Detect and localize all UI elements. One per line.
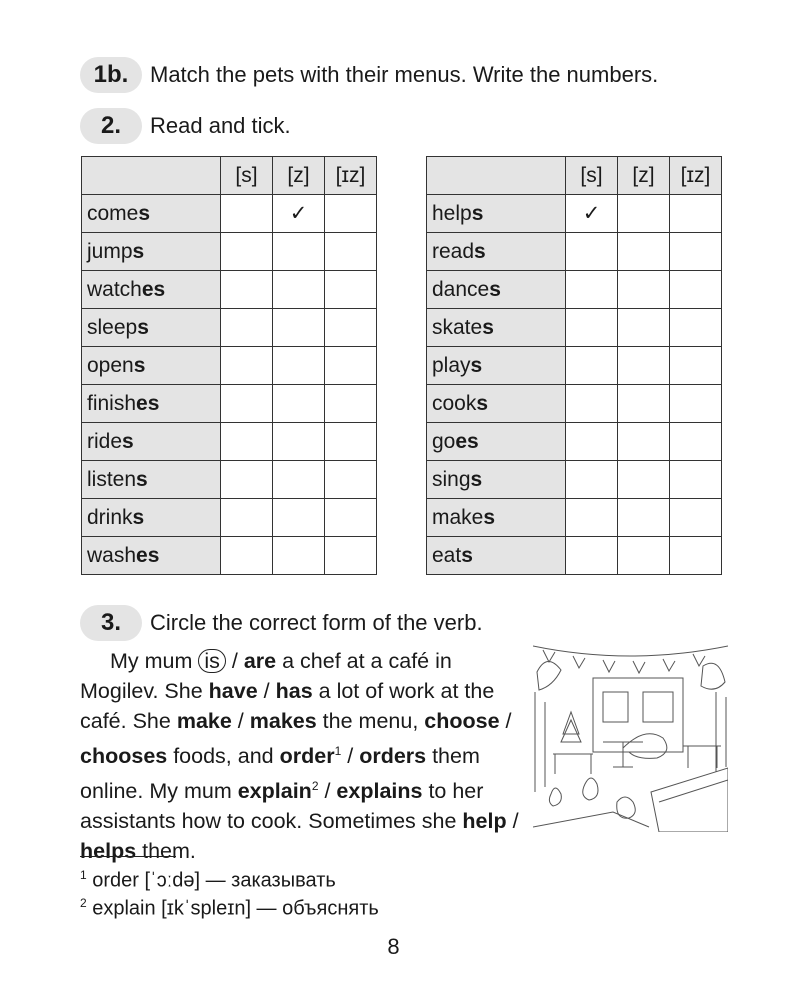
answer-cell[interactable] <box>566 423 618 461</box>
answer-cell[interactable] <box>618 309 670 347</box>
check-mark-icon: ✓ <box>582 202 601 225</box>
answer-cell[interactable] <box>273 271 325 309</box>
table-row <box>82 347 377 385</box>
table-row <box>82 499 377 537</box>
answer-cell[interactable] <box>325 271 377 309</box>
answer-cell[interactable] <box>670 423 722 461</box>
answer-cell[interactable] <box>566 499 618 537</box>
answer-cell[interactable] <box>670 499 722 537</box>
task-1b <box>80 57 658 93</box>
table-row <box>82 385 377 423</box>
answer-cell[interactable] <box>273 233 325 271</box>
answer-cell[interactable] <box>325 347 377 385</box>
word-cell: sings <box>427 461 566 499</box>
answer-cell[interactable] <box>618 347 670 385</box>
word-cell: finishes <box>82 385 221 423</box>
word-cell: washes <box>82 537 221 575</box>
answer-cell[interactable] <box>221 271 273 309</box>
answer-cell[interactable] <box>566 461 618 499</box>
circled-answer: is <box>198 649 226 673</box>
word-cell: helps <box>427 195 566 233</box>
answer-cell[interactable] <box>273 537 325 575</box>
header-iz: [ɪz] <box>670 157 722 195</box>
word-cell: goes <box>427 423 566 461</box>
table-row <box>82 195 377 233</box>
answer-cell[interactable] <box>566 195 618 233</box>
answer-cell[interactable] <box>221 195 273 233</box>
answer-cell[interactable] <box>566 309 618 347</box>
answer-cell[interactable] <box>221 233 273 271</box>
answer-cell[interactable] <box>273 499 325 537</box>
answer-cell[interactable] <box>618 499 670 537</box>
header-z: [z] <box>618 157 670 195</box>
answer-cell[interactable] <box>325 423 377 461</box>
answer-cell[interactable] <box>618 461 670 499</box>
task-3 <box>80 605 483 641</box>
table-row <box>427 537 722 575</box>
answer-cell[interactable] <box>221 423 273 461</box>
check-mark-icon: ✓ <box>289 202 308 225</box>
table-row <box>427 195 722 233</box>
word-cell: watches <box>82 271 221 309</box>
table-row <box>82 233 377 271</box>
answer-cell[interactable] <box>325 385 377 423</box>
answer-cell[interactable] <box>325 499 377 537</box>
answer-cell[interactable] <box>670 195 722 233</box>
answer-cell[interactable] <box>670 461 722 499</box>
answer-cell[interactable] <box>566 347 618 385</box>
answer-cell[interactable] <box>670 347 722 385</box>
footnote-divider <box>80 856 176 857</box>
answer-cell[interactable] <box>618 271 670 309</box>
answer-cell[interactable] <box>618 423 670 461</box>
word-cell: comes <box>82 195 221 233</box>
table-row <box>82 309 377 347</box>
answer-cell[interactable] <box>221 385 273 423</box>
word-cell: eats <box>427 537 566 575</box>
word-cell: opens <box>82 347 221 385</box>
exercise-paragraph: My mum is / are a chef at a café in Mogilev. She have / has a lot of work at the café. She make / makes the menu, choose / chooses foods, and order$^1$ / orders them online. My mum explain$^2$ / explains to her assistants how to cook. Sometimes she help / helps them. <box>80 649 519 864</box>
answer-cell[interactable] <box>670 537 722 575</box>
answer-cell[interactable] <box>325 309 377 347</box>
table-row <box>427 385 722 423</box>
word-cell: jumps <box>82 233 221 271</box>
answer-cell[interactable] <box>670 233 722 271</box>
answer-cell[interactable] <box>221 309 273 347</box>
answer-cell[interactable] <box>325 461 377 499</box>
footnote-2: $^2$ explain [ɪkˈspleɪn] — объяснять <box>80 896 379 920</box>
task-number-badge: 2. <box>80 108 142 144</box>
table-row <box>427 233 722 271</box>
header-s: [s] <box>566 157 618 195</box>
answer-cell[interactable] <box>566 233 618 271</box>
answer-cell[interactable] <box>221 347 273 385</box>
answer-cell[interactable] <box>566 385 618 423</box>
header-z: [z] <box>273 157 325 195</box>
sound-table-left <box>81 156 377 575</box>
header-blank <box>82 157 221 195</box>
footnote-1: $^1$ order [ˈɔːdə] — заказывать <box>80 868 336 892</box>
word-cell: sleeps <box>82 309 221 347</box>
header-s: [s] <box>221 157 273 195</box>
answer-cell[interactable] <box>670 309 722 347</box>
word-cell: listens <box>82 461 221 499</box>
page-number: 8 <box>387 934 400 959</box>
table-row <box>427 461 722 499</box>
task-2 <box>80 108 291 144</box>
task-number-badge: 3. <box>80 605 142 641</box>
answer-cell[interactable] <box>273 385 325 423</box>
table-row <box>427 309 722 347</box>
answer-cell[interactable] <box>670 385 722 423</box>
task-instruction: Read and tick. <box>150 113 291 138</box>
table-row <box>82 537 377 575</box>
answer-cell[interactable] <box>566 537 618 575</box>
task-number-badge: 1b. <box>80 57 142 93</box>
word-cell: rides <box>82 423 221 461</box>
answer-cell[interactable] <box>618 537 670 575</box>
answer-cell[interactable] <box>618 195 670 233</box>
cafe-illustration <box>533 642 728 832</box>
answer-cell[interactable] <box>273 423 325 461</box>
answer-cell[interactable] <box>221 537 273 575</box>
table-row <box>427 271 722 309</box>
answer-cell[interactable] <box>273 347 325 385</box>
header-blank <box>427 157 566 195</box>
answer-cell[interactable] <box>325 537 377 575</box>
answer-cell[interactable] <box>221 499 273 537</box>
sound-table-right <box>426 156 722 575</box>
word-cell: drinks <box>82 499 221 537</box>
word-cell: skates <box>427 309 566 347</box>
table-row <box>82 461 377 499</box>
answer-cell[interactable] <box>618 233 670 271</box>
answer-cell[interactable] <box>273 195 325 233</box>
answer-cell[interactable] <box>566 271 618 309</box>
answer-cell[interactable] <box>273 461 325 499</box>
table-row <box>427 347 722 385</box>
table-row <box>427 423 722 461</box>
word-cell: reads <box>427 233 566 271</box>
header-iz: [ɪz] <box>325 157 377 195</box>
answer-cell[interactable] <box>325 233 377 271</box>
answer-cell[interactable] <box>618 385 670 423</box>
table-row <box>82 423 377 461</box>
table-row <box>82 271 377 309</box>
task-instruction: Circle the correct form of the verb. <box>150 610 483 635</box>
answer-cell[interactable] <box>221 461 273 499</box>
answer-cell[interactable] <box>325 195 377 233</box>
word-cell: dances <box>427 271 566 309</box>
answer-cell[interactable] <box>670 271 722 309</box>
answer-cell[interactable] <box>273 309 325 347</box>
word-cell: makes <box>427 499 566 537</box>
word-cell: cooks <box>427 385 566 423</box>
table-row <box>427 499 722 537</box>
word-cell: plays <box>427 347 566 385</box>
task-instruction: Match the pets with their menus. Write the numbers. <box>150 62 659 87</box>
